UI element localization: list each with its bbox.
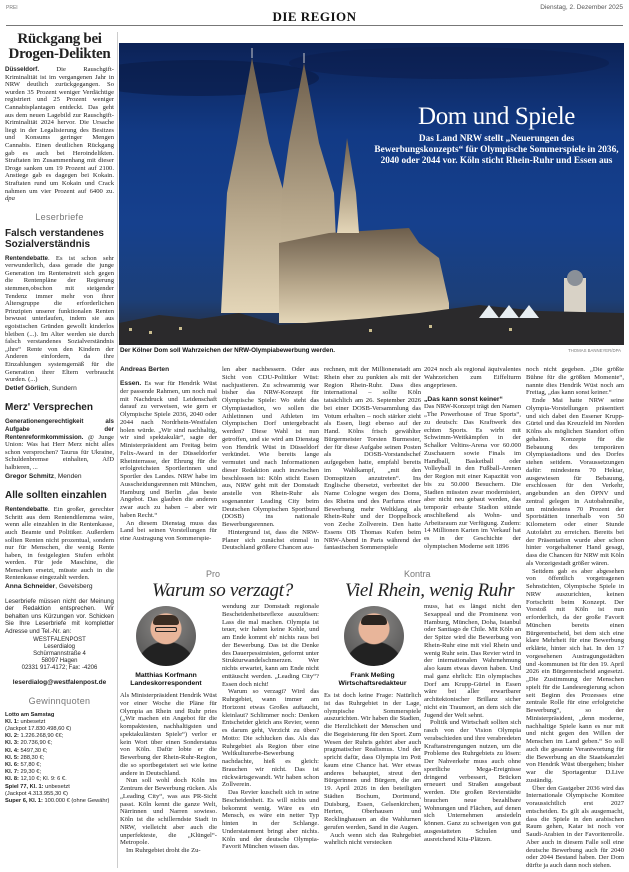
page-header [0, 0, 629, 28]
contra-label: Kontra [404, 569, 431, 579]
article-column-1: Andreas Berten Essen. Es war für Hendrik Wüst der passende Rahmen, um noch mal mit Nachdruck und Leidenschaft darauf zu verweisen, wie gern er Olympische Spiele 2036, 2040 oder 2044 nach Nordrhein-Westfalen holen würde. „Wir sind nachhaltig, wir sind spektakulär“, sagte der Ministerpräsident am Freitag beim Felix-Award in der Düsseldorfer Rheinterrasse, der Ehrung für die erfolgreichsten Sportlerinnen und Sportler des Landes. NRW habe im Ausscheidungsrennen mit München, Hamburg und Berlin „das beste Angebot. Das glauben die anderen zwar auch zu haben – aber wir haben Recht.“ An diesem Dienstag muss das Land bei seinen Vorstellungen für eine Austragung von Sommerspie- [120, 366, 217, 542]
contra-author-portrait [344, 606, 404, 666]
photo-caption: Der Kölner Dom soll Wahrzeichen der NRW-Olympiabewerbung werden. [120, 347, 336, 354]
lotto-line: (Jackpot 17.830.498,60 €) [5, 726, 72, 733]
lotto-line: Kl. 2: 1.226.268,90 €€; [5, 733, 64, 740]
column-divider [117, 32, 118, 868]
lotto-line: (Jackpot 4.313.955,30 €) [5, 790, 68, 797]
letter-title: Merz' Versprechen [5, 402, 93, 414]
pro-author-portrait [136, 606, 196, 666]
article-subtitle: Das Land NRW stellt „Neuerungen des Bewerbungskonzepts“ für Olympische Sommerspiele in 2036, 2040 oder 2044 vor. Köln sticht Rhein-Ruhr und Essen aus [374, 134, 619, 166]
letter-signature: Anna Schneider, Gevelsberg [5, 583, 93, 591]
header-rule [6, 25, 623, 26]
pro-column-1: Als Ministerpräsident Hendrik Wüst vor einer Woche die Pläne für Olympia an Rhein und Ruhr pries („Wir machen ein Angebot für die kompaktesten, nachhaltigsten und spektakulärsten Spiele“) verlor er kein Wort über einen Sonderstatus von Köln. Dafür lobte er die Bewerbung der Rhein-Ruhr-Region, die so sportbegeistert sei wie keine andere in Deutschland. Nun soll wohl doch Köln ins Zentrum der Bewerbung rücken. Als „Leading City“, was aus PR-Sicht passt. Köln kennt die ganze Welt, Närrinnen und Narren sowieso. Köln ist die schillerndste Stadt in NRW, vielleicht aber auch die unperfekteste, die „Klüngel“-Metropole. Im Ruhrgebiet droht die Zu- [120, 692, 217, 854]
page-code: PREI [6, 5, 18, 11]
article-column-3: rechnen, mit der Millionenstadt am Rhein eher zu punkten als mit der Region Rhein-Ruhr. Dass dies international – sollte Köln tatsächlich am 26. September 2026 bei einer DOSB-Versammlung das Votum erhalten – noch stärker zieht als Essen, liegt ebenso auf der Hand. Kölns frisch gewählter Bürgermeister Torsten Burmester, der für diese Aufgabe seinen Posten als DOSB-Vorstandschef aufgegeben hatte, empfahl bereits im Wahlkampf, „mit den Domspitzen anzutreten“. Ins Englische übersetzt, verbreitet der Name Cologne wegen des Doms, des Rheins und des Parfums einer Bewerbung mehr Weltklang als Rhein-Ruhr und der Doppelbock von Zeche Zollverein. Den hatte Essens OB Thomas Kufen beim NRW-Abend in Paris während der fantastischen Sommerspiele [324, 366, 421, 552]
pro-label: Pro [206, 569, 221, 579]
article-dateline: Essen. [120, 380, 142, 387]
hero-photo-cologne-cathedral [119, 43, 624, 345]
article-column-2: len aber nachbessern. Oder aus Sicht von CDU-Politiker Wüst: nachjustieren. Zu schwammig war bisher das NRW-Konzept für Olympische Spiele: Wo steht das Olympiastadion, wo sollen die Athletinnen und Athleten im Olympischen Dorf untergebracht werden? Diese Wahl ist nun getroffen, und sie wird am Dienstag von Hendrik Wüst in Düsseldorf verkündet. Wie bereits lange vermutet und nach Informationen dieser Redaktion auch inzwischen beschlossen ist: Köln sticht Essen aus, NRW geht mit der Domstadt anstelle von Rhein-Ruhr als sogenannter Leading City beim Deutschen Olympischen Sportbund (DOSB) ins nationale Bewerbungsrennen. Hintergrund ist, dass die NRW-Planer sich zunächst einmal in Deutschland größere Chancen aus- [222, 366, 319, 552]
contra-headline: Viel Rhein, wenig Ruhr [345, 580, 515, 601]
letter-signature: Gregor Schmitz, Menden [5, 472, 82, 480]
lead-dateline: Düsseldorf. [5, 66, 40, 73]
lotto-line: Kl. 6: 57,80 €; [5, 762, 42, 769]
letter-title: Falsch verstandenes Sozialverständnis [5, 227, 104, 250]
lotto-line: Kl. 3: 20.736,90 €; [5, 740, 53, 747]
contra-column-2: muss, hat es längst nicht den Sexappeal und die Prominenz von Hamburg, München, Doha, Istanbul oder Santiago de Chile. Mit Köln an der Spitze wird die Bewerbung von Rhein-Ruhr eine mit viel Rhein und wenig Ruhr sein. Das Revier wird in der internationalen Wahrnehmung also kaum etwas davon haben. Und mal ganz ehrlich: Ein olympisches Dorf am Krupp-Gürtel in Essen wäre bei aller erwartbarer architektonischer Brillanz sicher nicht ein Traumort, an dem sich die Jugend der Welt sehnt. Politik und Wirtschaft sollten sich rasch von der Vision Olympia verabschieden und ihre verabredeten Kraftanstrengungen nutzen, um die Probleme des Ruhrgebiets zu lösen: Der Nahverkehr muss auch ohne sportliche Mega-Ereignisse dringend verbessert, Brücken erneuert und Straßen ausgebaut werden. Die großen Revierstädte brauchen neue bezahlbare Wohnungen und Flächen, auf denen sich Unternehmen ansiedeln können. Ganz zu schweigen von gut ausgestatteten Schulen und ausreichend Kita-Plätzen. [424, 603, 521, 843]
letter-signature: Detlef Görlich, Sundern [5, 384, 77, 392]
pro-headline: Warum so verzagt? [152, 580, 293, 601]
letter-title: Alle sollten einzahlen [5, 490, 107, 502]
article-column-5: noch nicht gegeben. „Die größte Bühne für die größten Momente“, nannte dies Hendrik Wüst noch am Freitag, „das kann sonst keiner.“ Ende Mai hatte NRW seine Olympia-Vorstellungen präsentiert und sich dabei den Essener Krupp-Gürtel und das Kreuzfeld im Norden Kölns als möglichen Standort offen gehalten. Konzepte für die Bebauung des temporären Olympiastadions und des Dorfes stehen seitdem. Voraussetzungen dafür: mindestens 70 Hektar, ausgewiesen für Bebauung, erschlossen für den Verkehr, angebunden an den ÖPNV und zentral gelegen in Autobahnnähe, um mindestens 70 Prozent der Sportstätten innerhalb von 50 Kilometern oder einer Stunde Autofahrt zu erreichen. Bereits bei der Präsentation wurde aber schon hinter vorgehaltener Hand gesagt, dass die Chancen für NRW mit Köln als Vorzeigestadt größer wären. Seitdem gab es aber abgesehen von öffentlich vorgetragenen Sehnsüchten, Olympische Spiele in NRW auszurichten, keinen Fortschritt beim Konzept. Der Vorstoß mit Köln ist nun erforderlich, da der große Favorit München bereits einen Bürgerentscheid, bei dem sich eine klare Mehrheit für eine Bewerbung erklärte, hinter sich hat. In den 17 vorgesehenen Austragungsstädten und -kommunen ist für den 19. April 2026 ein Bürgerentscheid angesetzt. „Die Zustimmung der Menschen spielt für die Landesregierung schon seit Beginn des Prozesses eine zentrale Rolle für eine erfolgreiche Bewerbung“, so der Ministerpräsident, „denn moderne, nachhaltige Spiele kann es nur mit und nicht gegen den Willen der Menschen im Land geben.“ So soll auch die gesamte Verantwortung für die Bewerbung an die Staatskanzlei von Hendrik Wüst übergehen; bisher war die Sportagentur D.Live zuständig. Über den Gastgeber 2036 wird das Internationale Olympische Komitee voraussichtlich erst 2027 entscheiden. Es gilt als ausgemacht, dass die Spiele in den arabischen Raum gehen, Katar ist noch vor Saudi-Arabien in der Favoritenrolle. Aber auch in diesem Falle soll eine deutsche Bewerbung auch für 2040 oder 2044 Bestand haben. Der Dom dürfte ja auch dann noch stehen. [526, 366, 624, 869]
pro-byline: Matthias Korfmann Landeskorrespondent [130, 672, 202, 687]
letter-keyword: Rentendebatte [5, 254, 48, 262]
letter: Falsch verstandenes Sozialverständnis Rentendebatte. Es ist schon sehr verwunderlich, dass gerade die junge Generation im Rentenstreit sich gegen die Rentenpläne der Regierung stemmen,obschon mit steigender Tendenz immer mehr von ihrer Altersgruppe die erforderlichen Prinzipien unserer funktionalen Renten bewusst unterlaufen, indem sie aus egoistischen Gründen gewollt kinderlos bleiben (...). Im Alter werden sie durch falsch verstandenes Sozialverständnis „ihre“ Rente von den Kindern der Anderen einfordern, da ihre Einzahlungen systemgemäß für die Generation ihrer Eltern verbraucht wurden. (...) Detlef Görlich, Sundern [5, 227, 114, 392]
article-headline: Dom und Spiele [418, 103, 575, 130]
letter-keyword: Generationengerechtigkeit als Aufgabe der Rentenreformkommission. [5, 418, 114, 441]
lotto-line: Kl. 7: 29,30 €; [5, 769, 42, 776]
lead-source: dpa [5, 195, 15, 203]
postal-address: WESTFALENPOST Leserdialog Schürmannstraße 4 58097 Hagen 02331 917-4172; Fax: -4206 [21, 636, 98, 672]
lotto-heading: Gewinnquoten [28, 695, 91, 706]
photo-credit: THOMAS BANNEYER/DPA [568, 348, 621, 353]
left-column [5, 32, 114, 805]
lotto-line: Spiel 77, Kl. 1: unbesetzt [5, 783, 70, 790]
glasses-icon [155, 627, 177, 632]
email-link[interactable]: leserdialog@westfalenpost.de [12, 678, 107, 686]
lotto-results [5, 712, 114, 806]
article-author: Andreas Berten [120, 366, 170, 373]
cathedral-illustration [119, 43, 624, 345]
contra-column-1: Es ist doch keine Frage: Natürlich ist das Ruhrgebiet in der Lage, olympische Sommerspiele auszurichten. Wir haben die Stadien, die Herzlichkeit der Menschen und die Begeisterung für den Sport. Zum Wesen der Ruhris gehört aber auch pragmatischer Realismus. Und der spricht dafür, dass Olympia im Pott kaum eine Chance hat. Wer etwas anderes behauptet, streut den Bürgerinnen und Bürgern, die am 19. April 2026 in den beteiligten Städten Bochum, Dortmund, Duisburg, Essen, Gelsenkirchen, Herten, Oberhausen und Recklinghausen an die Wahlurnen gerufen werden, Sand in die Augen. Auch wenn sich das Ruhrgebiet wahrlich nicht verstecken [324, 692, 421, 847]
lotto-line: Super 6, Kl. 1: 100.000 € (ohne Gewähr) [5, 798, 110, 805]
article-column-4: 2024 noch als regional äquivalentes Wahrzeichen zum Eiffelturm angepriesen. „Das kann sonst keiner“ Das NRW-Konzept trägt den Namen „The Powerhouse of True Sports“, zu deutsch: Das Kraftwerk des echten Sports. Es wirbt mit Schwimm-Wettkämpfen in der Schalker Veltins-Arena vor 60.000 Zuschauern sowie Finals im Handball, Basketball oder Volleyball in den Fußball-Arenen der Region mit einer Kapazität von bis zu 50.000 Besuchern. Die Stadien müssten zwar modernisiert, aber nicht neu gebaut werden, das temporär erbaute Stadion stünde anschließend als Wohn- und Arbeitsraum zur Verfügung. Zudem: 14 Millionen Karten im Verkauf hat es in der Geschichte der olympischen Moderne seit 1896 [424, 366, 521, 550]
contra-byline: Frank Meßing Wirtschaftsredakteur [338, 672, 407, 687]
letters-disclaimer: Leserbriefe müssen nicht der Meinung der Redaktion entsprechen. Wir behalten uns Kürzungen vor. Schicken Sie Ihre Leserbriefe mit kompletter Adresse und Tel.-Nr. an: [5, 597, 114, 636]
lead-headline: Rückgang bei Drogen-Delikten [8, 31, 111, 62]
lotto-title: Lotto am Samstag [5, 711, 55, 718]
issue-date: Dienstag, 2. Dezember 2025 [540, 4, 623, 11]
article-subheading: „Das kann sonst keiner“ [424, 396, 503, 404]
letter: Merz' Versprechen Generationengerechtigkeit als Aufgabe der Rentenreformkommission. @ Junge Union: Was hat Herr Merz nicht alles schon versprochen? Taurus für Ukraine, Schuldenbremse einhalten, AfD halbieren, ... Gregor Schmitz, Menden [5, 402, 114, 480]
letter-keyword: Rentendebatte [5, 506, 48, 514]
lotto-line: Kl. 4: 5497,30 €; [5, 747, 48, 754]
pro-column-2: wendung zur Domstadt regionale Bescheidenheitsreflexe auszulösen: Lass die mal machen. Olympia ist teuer, wir haben keine Kohle, und am Ende kommt eh' nichts raus bei der Bewerbung. Das ist die Denke des Dauerpessimisten, geformt unter Strukturwandelschmerzen. Wer nichts erwartet, kann am Ende nicht enttäuscht werden. „Leading City“? Essen doch nicht! Warum so verzagt? Wird das Ruhrgebiet, wann immer am Horizont etwas Großes auftaucht, kleinlaut? Schlimmer noch: Denken Entscheider gleich ans Revier, wenn es darum geht, Verzicht zu üben? Motto: Die schlucken das. Als das Ruhrgebiet als Region über eine Weltkulturerbe-Bewerbung nachdachte, hieß es gleich: Brauchen wir nicht. Das ist rückwärtsgewandt. Wir haben schon Zollverein. Das Revier kuschelt sich in seine Bescheidenheit. Es will nichts und bekommt wenig. Wäre es ein Mensch, es wäre ein netter Typ hinten in der Schlange. Understatement bringt aber nichts. Köln und der deutsche Olympia-Favorit München wissen das. [222, 603, 319, 851]
lead-body: Düsseldorf. Die Rauschgift-Kriminalität ist im vergangenen Jahr in NRW deutlich zurückgegangen. So wurden 35 Prozent weniger Verdächtige registriert und 25 Prozent weniger Cannabisplantagen entdeckt. Das geht aus dem neuen Lagebild zur Rauschgift-Kriminalität 2024 hervor. Die Ursache liegt in der Legalisierung des Besitzes und Konsums geringer Mengen Cannabis. Einen deutlichen Rückgang gab es auch bei Heroindelikten. Straftaten im Zusammenhang mit dieser Droge sanken um 19 Prozent auf 2100. Anstiege gab es dagegen bei Kokain. Straftaten rund um Kokain und Crack nahmen um vier Prozent auf 6400 zu. dpa [5, 66, 114, 203]
lotto-line: Kl. 8: 12,10 €; Kl. 9: 6 €. [5, 776, 67, 783]
section-title: DIE REGION [272, 9, 357, 24]
letters-heading: Leserbriefe [35, 211, 84, 222]
lotto-line: Kl. 1: unbesetzt [5, 718, 46, 725]
letter: Alle sollten einzahlen Rentendebatte. Ein großer, gerechter Schritt aus dem Rentendilemma wäre, wenn alle einzahlen in die Rentenkasse, auch Beamte und Politiker. Außerdem sollten Renten nicht prozentual, sondern nur für Menschen, die wenig Rente haben, in festgelegten Stufen erhöht werden. Für jede Maschine, die Menschen ersetzt, müsste auch in die Rentenkasse eingezahlt werden. Anna Schneider, Gevelsberg [5, 490, 114, 591]
article-headline-block [374, 103, 619, 167]
lotto-line: Kl. 5: 288,30 €; [5, 754, 45, 761]
